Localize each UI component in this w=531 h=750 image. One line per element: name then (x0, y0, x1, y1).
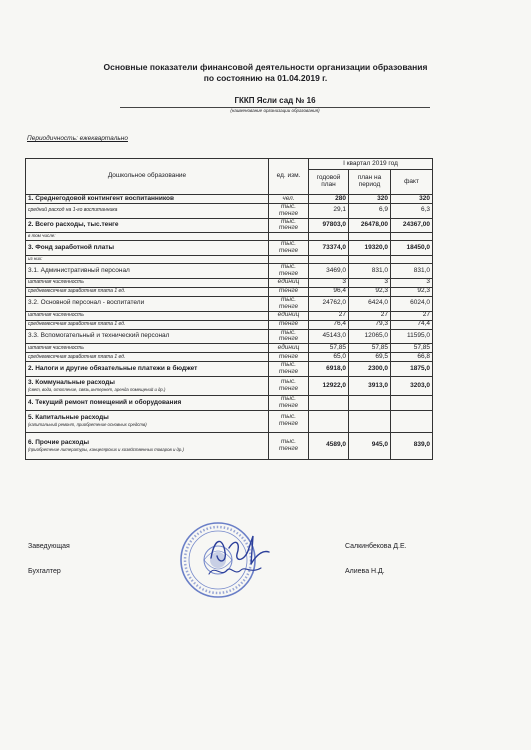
table-row (26, 311, 433, 320)
row-sublabel: (капитальный ремонт, приобретение основных средств) (28, 422, 147, 428)
table-row (26, 287, 433, 296)
cell-fact: 92,3 (391, 287, 433, 296)
row-label (26, 344, 269, 353)
row-label (26, 320, 269, 329)
cell-annual-plan: 3469,0 (309, 264, 349, 279)
cell-period-plan: 945,0 (349, 432, 391, 459)
row-label (26, 241, 269, 256)
row-unit: единиц (269, 344, 309, 353)
col-header-annual-plan: годовой план (309, 170, 349, 195)
cell-period-plan: 57,85 (349, 344, 391, 353)
row-unit: тыс. тенге (269, 432, 309, 459)
cell-period-plan (349, 410, 391, 432)
row-unit: тыс. тенге (269, 264, 309, 279)
row-unit: тыс. тенге (269, 329, 309, 344)
cell-period-plan: 19320,0 (349, 241, 391, 256)
table-row (26, 377, 433, 396)
table-row (26, 329, 433, 344)
table-row (26, 264, 433, 279)
row-label-text: 5. Капитальные расходы (28, 414, 109, 422)
row-label-text: 3.2. Основной персонал - воспитатели (28, 299, 145, 307)
cell-fact (391, 256, 433, 264)
cell-fact (391, 410, 433, 432)
row-label (26, 396, 269, 411)
row-unit: тыс. тенге (269, 218, 309, 233)
cell-period-plan: 320 (349, 195, 391, 204)
row-label-text: 3.1. Административный персонал (28, 266, 130, 274)
table-row (26, 204, 433, 219)
cell-fact: 831,0 (391, 264, 433, 279)
cell-annual-plan: 97803,0 (309, 218, 349, 233)
cell-annual-plan: 29,1 (309, 204, 349, 219)
table-row (26, 278, 433, 287)
row-label (26, 329, 269, 344)
table-body (26, 195, 433, 460)
cell-annual-plan: 57,85 (309, 344, 349, 353)
table-row (26, 241, 433, 256)
row-label (26, 287, 269, 296)
cell-fact: 320 (391, 195, 433, 204)
col-header-fact: факт (391, 170, 433, 195)
row-unit: единиц (269, 278, 309, 287)
row-label-text: 3. Коммунальные расходы (28, 379, 115, 387)
report-date: по состоянию на 01.04.2019 г. (203, 73, 328, 83)
row-unit: тыс. тенге (269, 377, 309, 396)
row-unit: тыс. тенге (269, 241, 309, 256)
table-row (26, 362, 433, 377)
table-row (26, 432, 433, 459)
cell-period-plan: 27 (349, 311, 391, 320)
row-unit: тыс. тенге (269, 396, 309, 411)
col-header-period-plan: план на период (349, 170, 391, 195)
col-header-quarter: I квартал 2019 год (309, 159, 433, 170)
row-unit (269, 256, 309, 264)
row-unit: тыс. тенге (269, 410, 309, 432)
cell-fact: 839,0 (391, 432, 433, 459)
cell-annual-plan: 45143,0 (309, 329, 349, 344)
cell-annual-plan: 4589,0 (309, 432, 349, 459)
cell-annual-plan: 12922,0 (309, 377, 349, 396)
row-label-text: 1. Среднегодовой контингент воспитанников (28, 194, 174, 202)
report-title: Основные показатели финансовой деятельности организации образования (103, 62, 428, 72)
row-unit: единиц (269, 311, 309, 320)
row-label (26, 256, 269, 264)
table-row (26, 218, 433, 233)
row-label-text: среднемесячная заработная плата 1 ед. (28, 288, 126, 295)
cell-fact: 3203,0 (391, 377, 433, 396)
row-label-text: 2. Налоги и другие обязательные платежи в бюджет (28, 364, 198, 372)
organization-name: ГККП Ясли сад № 16 (234, 96, 316, 105)
cell-fact: 24367,00 (391, 218, 433, 233)
row-label (26, 204, 269, 219)
cell-fact: 27 (391, 311, 433, 320)
cell-period-plan: 831,0 (349, 264, 391, 279)
row-label-text: 3.3. Вспомогательный и технический персонал (28, 331, 170, 339)
row-label-text: 2. Всего расходы, тыс.тенге (28, 221, 119, 229)
row-label-text: 3. Фонд заработной платы (28, 243, 115, 251)
table-row (26, 320, 433, 329)
cell-fact: 57,85 (391, 344, 433, 353)
cell-period-plan: 26478,00 (349, 218, 391, 233)
cell-fact: 1875,0 (391, 362, 433, 377)
row-label (26, 362, 269, 377)
cell-period-plan: 69,5 (349, 353, 391, 362)
row-label (26, 353, 269, 362)
row-unit: тенге (269, 353, 309, 362)
accountant-title: Бухгалтер (28, 568, 61, 575)
col-header-name: Дошкольное образование (26, 159, 269, 195)
row-label (26, 195, 269, 204)
row-label-text: среднемесячная заработная плата 1 ед. (28, 353, 126, 360)
table-row (26, 396, 433, 411)
row-label (26, 432, 269, 459)
accountant-name: Алиева Н.Д. (345, 568, 385, 575)
cell-period-plan: 92,3 (349, 287, 391, 296)
row-sublabel: (приобретение литературы, канцелярских и хозяйственных товаров и др.) (28, 446, 184, 452)
cell-annual-plan: 3 (309, 278, 349, 287)
cell-period-plan: 3 (349, 278, 391, 287)
row-label (26, 311, 269, 320)
accountant-signature (205, 560, 265, 582)
cell-annual-plan: 73374,0 (309, 241, 349, 256)
cell-annual-plan: 76,4 (309, 320, 349, 329)
organization-note: (наименование организации образования) (230, 108, 320, 113)
table-row (26, 344, 433, 353)
row-label-text: штатная численность (28, 311, 84, 318)
row-unit: тыс. тенге (269, 362, 309, 377)
row-label-text: средний расход на 1-го воспитанника (28, 207, 118, 214)
cell-fact: 74,4 (391, 320, 433, 329)
cell-annual-plan (309, 410, 349, 432)
cell-annual-plan (309, 396, 349, 411)
col-header-unit: ед. изм. (269, 159, 309, 195)
cell-period-plan (349, 256, 391, 264)
row-label-text: штатная численность (28, 279, 84, 286)
row-label (26, 278, 269, 287)
cell-period-plan (349, 233, 391, 241)
table-row (26, 353, 433, 362)
row-label-text: в том числе: (28, 233, 56, 239)
cell-annual-plan (309, 233, 349, 241)
row-label (26, 296, 269, 311)
cell-annual-plan: 65,0 (309, 353, 349, 362)
cell-annual-plan: 96,4 (309, 287, 349, 296)
row-sublabel: (свет, вода, отопление, связь,интернет, аренда помещений и др.) (28, 386, 166, 392)
row-label (26, 410, 269, 432)
cell-fact: 6024,0 (391, 296, 433, 311)
cell-annual-plan (309, 256, 349, 264)
cell-annual-plan: 24762,0 (309, 296, 349, 311)
row-label-text: 4. Текущий ремонт помещений и оборудования (28, 398, 182, 406)
row-label-text: 6. Прочие расходы (28, 438, 89, 446)
row-unit: тыс. тенге (269, 296, 309, 311)
row-label (26, 264, 269, 279)
row-label (26, 218, 269, 233)
cell-period-plan: 12065,0 (349, 329, 391, 344)
head-name: Салкинбекова Д.Е. (345, 543, 407, 550)
cell-annual-plan: 27 (309, 311, 349, 320)
table-row (26, 233, 433, 241)
financial-table (25, 158, 433, 460)
row-unit (269, 233, 309, 241)
cell-annual-plan: 6918,0 (309, 362, 349, 377)
table-row (26, 195, 433, 204)
table-row (26, 410, 433, 432)
cell-fact: 66,8 (391, 353, 433, 362)
table-row (26, 256, 433, 264)
periodicity: Периодичность: ежеквартально (27, 135, 128, 142)
cell-fact: 11595,0 (391, 329, 433, 344)
cell-fact: 3 (391, 278, 433, 287)
cell-period-plan: 79,3 (349, 320, 391, 329)
table-row (26, 296, 433, 311)
cell-annual-plan: 280 (309, 195, 349, 204)
cell-period-plan: 6424,0 (349, 296, 391, 311)
cell-period-plan (349, 396, 391, 411)
cell-period-plan: 2300,0 (349, 362, 391, 377)
cell-period-plan: 6,9 (349, 204, 391, 219)
cell-fact (391, 233, 433, 241)
row-label-text: среднемесячная заработная плата 1 ед. (28, 320, 126, 327)
cell-fact: 6,3 (391, 204, 433, 219)
row-unit: чел. (269, 195, 309, 204)
head-title: Заведующая (28, 543, 70, 550)
cell-period-plan: 3913,0 (349, 377, 391, 396)
cell-fact (391, 396, 433, 411)
cell-fact: 18450,0 (391, 241, 433, 256)
row-unit: тенге (269, 287, 309, 296)
row-unit: тыс. тенге (269, 204, 309, 219)
row-label-text: из них: (28, 256, 43, 262)
row-label-text: штатная численность (28, 344, 84, 351)
row-unit: тенге (269, 320, 309, 329)
row-label (26, 377, 269, 396)
row-label (26, 233, 269, 241)
